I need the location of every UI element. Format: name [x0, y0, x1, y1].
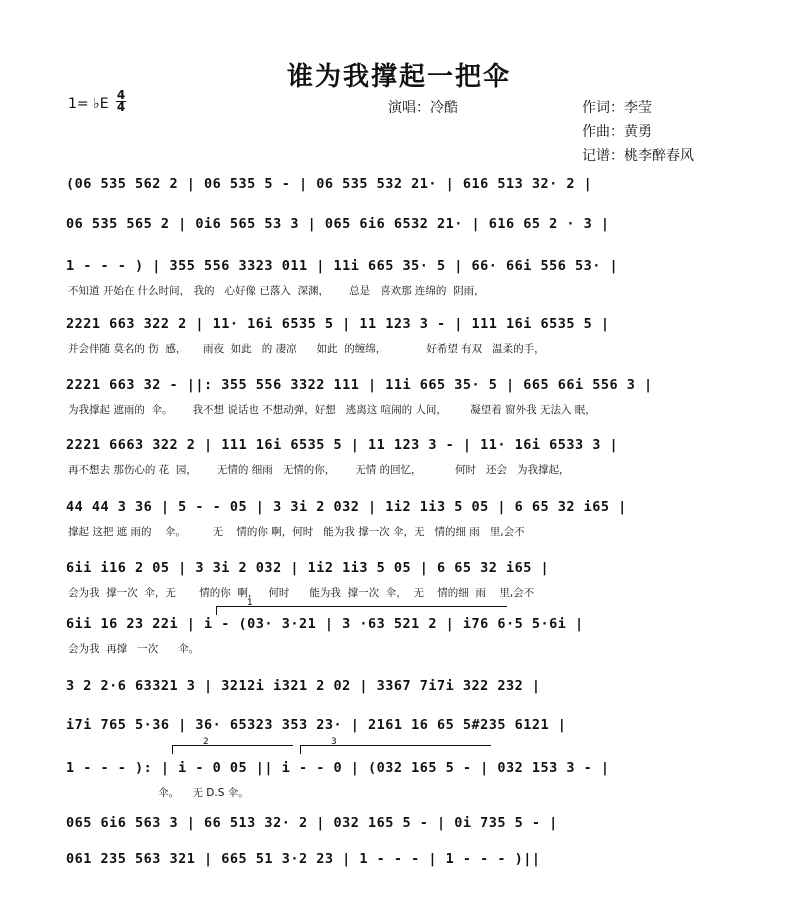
music-line: i7i 765 5·36 | 36· 65323 353 23· | 2161 16 65 5#235 6121 | [66, 717, 567, 733]
lyric-line: 为我撑起 遮雨的 伞。 我不想 说话也 不想动弹，好想 逃离这 喧闹的 人间， 凝望着 窗外我 无法入 眠， [68, 404, 596, 416]
music-line: 6ii 16 23 22i | i - (03· 3·21 | 3 ·63 521 2 | i76 6·5 5·6i | [66, 616, 584, 632]
volta-number-3: 3 [331, 737, 337, 747]
music-line: 1 - - - ): | i - 0 05 || i - - 0 | (032 165 5 - | 032 153 3 - | [66, 760, 610, 776]
time-signature-top: 4 [116, 88, 126, 102]
lyric-line: 会为我 撑一次 伞，无 情的你 啊， 何时 能为我 撑一次 伞， 无 情的细 雨 里,会不 [68, 587, 535, 599]
volta-number-1: 1 [247, 598, 253, 608]
music-line: 44 44 3 36 | 5 - - 05 | 3 3i 2 032 | 1i2 1i3 5 05 | 6 65 32 i65 | [66, 499, 627, 515]
transcriber-credit: 记谱：桃李醉春风 [582, 148, 694, 164]
music-line: 3 2 2·6 63321 3 | 3212i i321 2 02 | 3367 7i7i 322 232 | [66, 678, 541, 694]
volta-bracket-3 [300, 737, 491, 754]
music-line: 2221 6663 322 2 | 111 16i 6535 5 | 11 123 3 - | 11· 16i 6533 3 | [66, 437, 619, 453]
time-signature-bottom: 4 [116, 100, 126, 114]
lyricist-credit: 作词：李莹 [582, 100, 652, 116]
music-line: 1 - - - ) | 355 556 3323 011 | 11i 665 35· 5 | 66· 66i 556 53· | [66, 258, 619, 274]
music-line: 06 535 565 2 | 0i6 565 53 3 | 065 6i6 6532 21· | 616 65 2 · 3 | [66, 216, 610, 232]
music-line: 6ii i16 2 05 | 3 3i 2 032 | 1i2 1i3 5 05 | 6 65 32 i65 | [66, 560, 550, 576]
lyric-line: 撑起 这把 遮 雨的 伞。 无 情的你 啊，何时 能为我 撑一次 伞，无 情的细 雨 里,会不 [68, 526, 525, 538]
time-signature [116, 90, 126, 113]
key-signature: 1= ♭E [68, 96, 109, 112]
singer-credit: 演唱：冷酷 [388, 100, 458, 116]
lyric-line: 不知道 开始在 什么时间， 我的 心好像 已落入 深渊， 总是 喜欢那 连绵的 阴雨， [68, 285, 485, 297]
volta-bracket-1 [216, 598, 507, 615]
music-line: 2221 663 32 - ||: 355 556 3322 111 | 11i 665 35· 5 | 665 66i 556 3 | [66, 377, 653, 393]
volta-number-2: 2 [203, 737, 209, 747]
composer-credit: 作曲：黄勇 [582, 124, 652, 140]
music-line: 061 235 563 321 | 665 51 3·2 23 | 1 - - - | 1 - - - )|| [66, 851, 541, 867]
volta-bracket-2 [172, 737, 293, 754]
music-line: (06 535 562 2 | 06 535 5 - | 06 535 532 21· | 616 513 32· 2 | [66, 176, 593, 192]
lyric-line: 并会伴随 莫名的 伤 感， 雨夜 如此 的 凄凉 如此 的缠绵， 好希望 有双 温柔的手， [68, 343, 545, 355]
lyric-line: 再不想去 那伤心的 花 园， 无情的 细雨 无情的你， 无情 的回忆， 何时 还会 为我撑起， [68, 464, 570, 476]
music-line: 065 6i6 563 3 | 66 513 32· 2 | 032 165 5 - | 0i 735 5 - | [66, 815, 558, 831]
lyric-line: 伞。 无 D.S 伞。 [68, 787, 249, 799]
music-line: 2221 663 322 2 | 11· 16i 6535 5 | 11 123 3 - | 111 16i 6535 5 | [66, 316, 610, 332]
lyric-line: 会为我 再撑 一次 伞。 [68, 643, 200, 655]
song-title: 谁为我撑起一把伞 [286, 62, 511, 92]
